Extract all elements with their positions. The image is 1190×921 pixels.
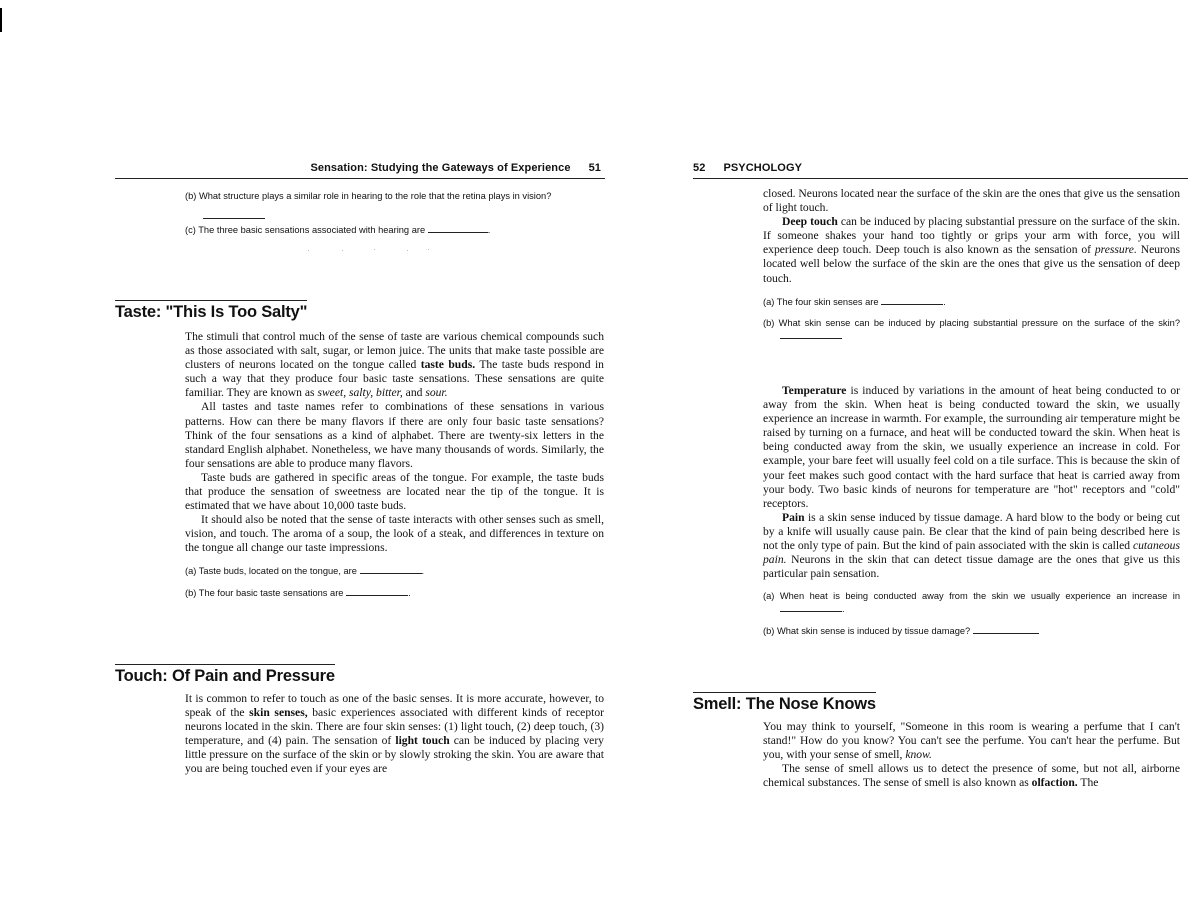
answer-blank[interactable]: [203, 212, 265, 219]
touch-section-body: [185, 692, 604, 777]
section-heading-smell: Smell: The Nose Knows: [693, 692, 876, 714]
answer-blank[interactable]: [360, 565, 422, 574]
answer-blank[interactable]: [428, 224, 488, 233]
question-b: (b) What skin sense can be induced by placing substantial pressure on the surface of the skin?: [763, 317, 1180, 343]
paragraph: It should also be noted that the sense of taste interacts with other senses such as smell, vision, and touch. The aroma of a soup, the look of a steak, and differences in texture on the tongue all change our taste impressions.: [185, 513, 604, 555]
right-page: [610, 0, 1190, 921]
paragraph: Deep touch can be induced by placing substantial pressure on the surface of the skin. If someone shakes your hand too tightly or grips your arm with force, you will experience deep touch. Deep touch is also known as the sensation of pressure. Neurons located well below the surface of the skin are the ones that give us the sensation of deep touch.: [763, 215, 1181, 285]
question-b: (b) What structure plays a similar role in hearing to the role that the retina plays in vision?: [185, 191, 552, 201]
question-a: (a) When heat is being conducted away from the skin we usually experience an increase in .: [763, 591, 1180, 615]
running-head-title: Sensation: Studying the Gateways of Experience: [310, 162, 571, 174]
answer-blank[interactable]: [881, 296, 943, 305]
question-a: (a) The four skin senses are .: [763, 296, 946, 307]
question-b: (b) The four basic taste sensations are .: [185, 587, 411, 598]
question-a: (a) Taste buds, located on the tongue, are .: [185, 565, 425, 576]
skin-senses-body: [763, 187, 1180, 343]
question-c: (c) The three basic sensations associated with hearing are .: [185, 225, 491, 235]
taste-section-body: [185, 330, 604, 600]
paragraph: You may think to yourself, "Someone in this room is wearing a perfume that I can't stand!" How do you know? You can't see the perfume. You can't hear the perfume. But you, with your sense of smell, know.: [763, 720, 1180, 762]
smell-section-body: [763, 720, 1180, 790]
answer-blank[interactable]: [780, 603, 842, 612]
review-questions-hearing: [185, 190, 604, 237]
paragraph: The sense of smell allows us to detect the presence of some, but not all, airborne chemical substances. The sense of smell is also known as olfaction. The: [763, 762, 1180, 790]
paragraph: closed. Neurons located near the surface of the skin are the ones that give us the sensation of light touch.: [763, 187, 1180, 215]
section-heading-touch: Touch: Of Pain and Pressure: [115, 664, 335, 686]
header-rule: [693, 178, 1188, 179]
paragraph: Temperature is induced by variations in the amount of heat being conducted to or away from the skin. When heat is being conducted toward the skin, we usually experience an increase in warmth. For example, the surrounding air temperature might be raised by turning on a furnace, and heat will be conducted toward the skin. When heat is being conducted away from the skin, we usually experience an increase in cold. For example, your bare feet will usually feel cold on a tile surface. This is because the skin of your feet makes such good contact with the hard surface that heat is carried away from your body. Two basic kinds of neurons for temperature are "hot" receptors and "cold" receptors.: [763, 384, 1180, 510]
section-heading-taste: Taste: "This Is Too Salty": [115, 300, 307, 322]
paragraph: Taste buds are gathered in specific areas of the tongue. For example, the taste buds that produce the sensation of sweetness are located near the tip of the tongue. It is estimated that we have about 10,000 taste buds.: [185, 470, 604, 513]
running-head-left: [310, 162, 601, 174]
running-head-title: PSYCHOLOGY: [723, 162, 803, 174]
answer-blank[interactable]: [973, 625, 1039, 634]
temperature-pain-body: [763, 384, 1180, 638]
paragraph: The stimuli that control much of the sense of taste are various chemical compounds such as those associated with salt, sugar, or lemon juice. The units that make taste possible are clusters of neurons located on the tongue called taste buds. The taste buds respond in such a way that they produce four basic taste sensations. These sensations are quite familiar. They are known as sweet, salty, bitter, and sour.: [185, 330, 604, 400]
running-head-right: [693, 162, 802, 174]
answer-blank[interactable]: [346, 587, 408, 596]
paragraph: Pain is a skin sense induced by tissue damage. A hard blow to the body or being cut by a knife will usually cause pain. Be clear that the kind of pain being described here is not the only type of pain. But the kind of pain associated with the skin is called cutaneous pain. Neurons in the skin that can detect tissue damage are the ones that give us this particular pain sensation.: [763, 510, 1180, 581]
page-number: 51: [588, 162, 601, 174]
header-rule: [115, 178, 605, 179]
answer-blank[interactable]: [780, 330, 842, 339]
page-number: 52: [693, 162, 706, 174]
question-b: (b) What skin sense is induced by tissue damage?: [763, 625, 1180, 638]
paragraph: All tastes and taste names refer to combinations of these sensations in various patterns. How can there be many flavors if there are only four basic taste sensations? Think of the four sensations as a kind of alphabet. There are twenty-six letters in the standard English alphabet. Nonetheless, we have many thousands of words. Similarly, the four sensations are able to produce many flavors.: [185, 400, 604, 470]
paragraph: It is common to refer to touch as one of the basic senses. It is more accurate, however, to speak of the skin senses, basic experiences associated with different kinds of receptor neurons located in the skin. There are four skin senses: (1) light touch, (2) deep touch, (3) temperature, and (4) pain. The sensation of light touch can be induced by placing very little pressure on the surface of the skin or by slowly stroking the skin. You are aware that you are being touched even if your eyes are: [185, 692, 605, 776]
